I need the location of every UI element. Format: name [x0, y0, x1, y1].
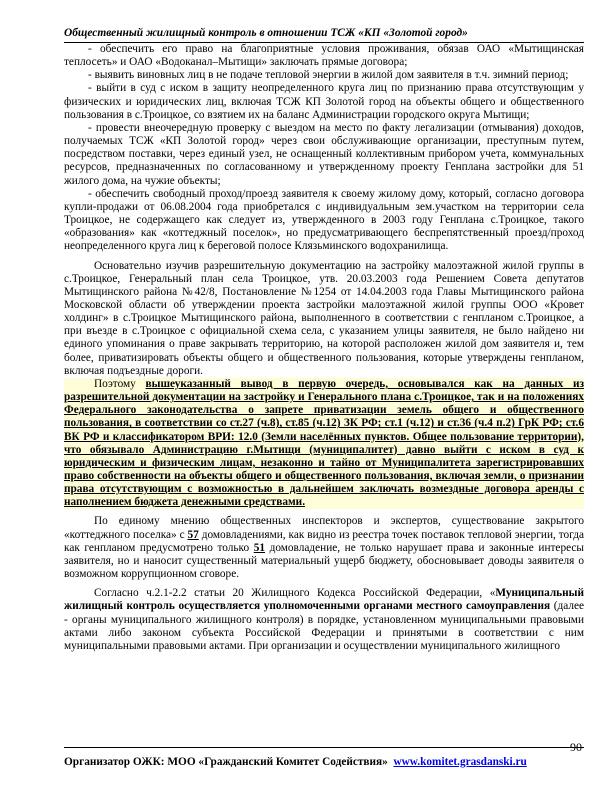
- bullet-paragraph-1: - обеспечить его право на благоприятные условия проживания, обязав ОАО «Мытищинская теплосеть» и ОАО «Водоканал–Мытищи» заключать прямые договора;: [64, 43, 584, 69]
- expert-opinion-text-b: домовладениями, как видно из реестра точек поставок тепловой энергии, тогда как генпланом предусмотрено только: [64, 528, 584, 554]
- paragraph-expert-opinion: [64, 515, 584, 581]
- paragraph-housing-code: [64, 587, 584, 653]
- footer-website-link[interactable]: www.komitet.grasdanski.ru: [393, 756, 527, 768]
- bullet-paragraph-5: - обеспечить свободный проход/проезд заявителя к своему жилому дому, который, согласно договора купли-продажи от 06.08.2004 года приобретался с индивидуальным зем.участком на территории села Троицкое, не содержащего как следует из, утвержденного в 2003 году Генплана с.Троицкое, такого «образования» как «коттеджный поселок», но предусматривающего беспрепятственный проезд/проход неопределенного круга лиц к береговой полосе Клязьминского водохранилища.: [64, 187, 584, 253]
- housing-code-text-b: (далее - органы муниципального жилищного контроля) в порядке, установленном муниципальными правовыми актами либо законом субъекта Российской Федерации и принятыми в соответствии с ним муниципальными правовыми актами. При организации и осуществлении муниципального жилищного: [64, 600, 584, 652]
- bullet-paragraph-4: - провести внеочередную проверку с выездом на место по факту легализации (отмывания) доходов, получаемых ТСЖ «КП Золотой город» через свои обслуживающие организации, преступным путем, посредством поставки, через единый узел, не оснащенный коллективным прибором учета, коммунальных ресурсов, предназначенных по согласованному и утвержденному проекту Генплана застройки для 51 жилого дома, на чужие объекты;: [64, 121, 584, 187]
- expert-opinion-text-a: По единому мнению общественных инспекторов и экспертов, существование закрытого «коттеджного поселка» с: [64, 515, 584, 541]
- page-footer: [64, 747, 584, 768]
- document-body: [64, 43, 584, 653]
- paragraph-conclusion: [64, 378, 584, 510]
- conclusion-bold-text: вышеуказанный вывод в первую очередь, основывался как на данных из разрешительной документации на застройку и Генерального плана с.Троицкое, так и на положениях Федерального законодательства о запрете приватизации земель общего и общественного пользования, в соответствии со ст.27 (ч.8), ст.85 (ч.12) ЗК РФ; ст.1 (ч.12) и ст.36 (ч.4 п.2) ГрК РФ; ст.6 ВК РФ и классификатором ВРИ: 12.0 (Земли населённых пунктов. Общее пользование территории), что обязывало Администрацию г.Мытищи (муниципалитет) давно выйти с иском в суд к юридическим и физическим лицам, незаконно и тайно от Муниципалитета зарегистрировавших право собственности на объекты общего и общественного пользования, включая земли, о признании права отсутствующим с возможностью в дальнейшем заключать возмездные договора аренды с наполнением бюджета денежными средствами.: [64, 377, 585, 509]
- conclusion-lead-text: Поэтому: [94, 377, 146, 390]
- household-count-actual: 57: [187, 528, 199, 541]
- housing-code-text-a: Согласно ч.2.1-2.2 статьи 20 Жилищного Кодекса Российской Федерации, «: [94, 587, 496, 600]
- footer-organizer: Организатор ОЖК: МОО «Гражданский Комитет Содействия»: [64, 756, 388, 768]
- footer-line: [64, 756, 527, 768]
- housing-code-bold-text: Муниципальный жилищный контроль осуществляется уполномоченными органами местного самоуправления: [64, 587, 584, 613]
- page-number: 90: [570, 740, 582, 754]
- expert-opinion-text-c: домовладение, не только нарушает права и законные интересы заявителя, но и наносит существенный материальный ущерб бюджету, обосновывает доводы заявителя о возможном коррупционном сговоре.: [64, 541, 584, 581]
- bullet-paragraph-2: - выявить виновных лиц в не подаче тепловой энергии в жилой дом заявителя в т.ч. зимний период;: [88, 69, 569, 82]
- household-count-planned: 51: [253, 541, 265, 554]
- paragraph-documentation-review: Основательно изучив разрешительную документацию на застройку малоэтажной жилой группы в с.Троицкое, Генеральный план села Троицкое, утв. 20.03.2003 года Решением Совета депутатов Мытищинского района №42/8, Постановление №1254 от 14.04.2003 года Главы Мытищинского района Московской области об утверждении проекта застройки малоэтажной жилой группы ООО «Кровет холдинг» в с.Троицкое Мытищинского района, выполненного в соответствии с генпланом с.Троицкое, а при въезде в с.Троицкое с официальной схема села, с указанием улицы заявителя, не было найдено ни единого упоминания о праве закрывать территорию, на которой расположен жилой дом заявителя и, тем более, приватизировать объекты общего и общественного пользования, которые утверждены генпланом, включая подъездные дороги.: [64, 259, 584, 377]
- bullet-paragraph-3: - выйти в суд с иском в защиту неопределенного круга лиц по признанию права отсутствующим у физических и юридических лиц, включая ТСЖ КП Золотой город на объекты общего и общественного пользования в с.Троицкое, со взятием их на баланс Администрации городского округа Мытищи;: [64, 82, 584, 121]
- page-header-title: Общественный жилищный контроль в отношении ТСЖ «КП «Золотой город»: [64, 27, 468, 39]
